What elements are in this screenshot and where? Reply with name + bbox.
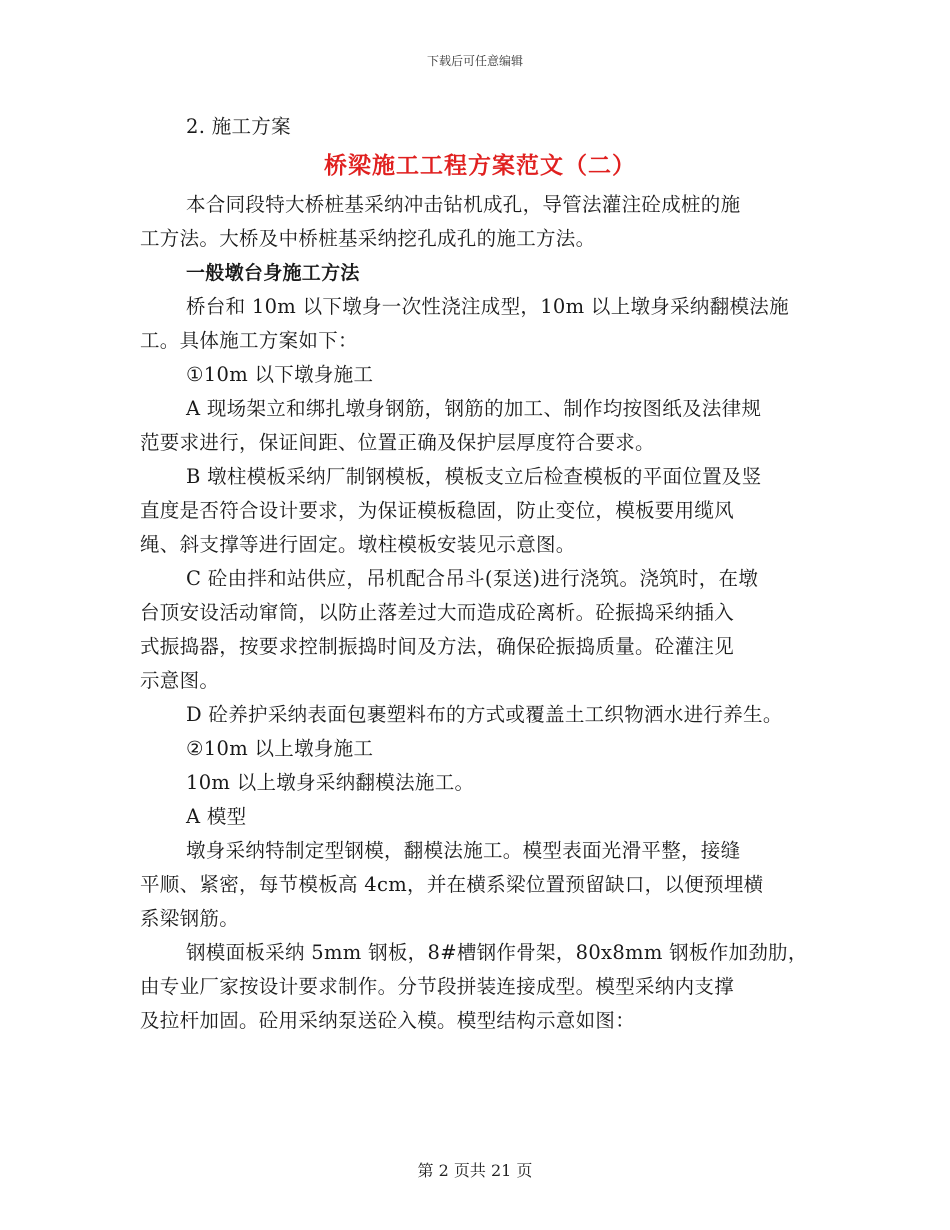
text-line: 范要求进行，保证间距、位置正确及保护层厚度符合要求。 bbox=[140, 431, 655, 454]
text-line: ②10m 以上墩身施工 bbox=[186, 737, 374, 760]
text-line: A 模型 bbox=[186, 805, 247, 828]
text-line: 本合同段特大桥桩基采纳冲击钻机成孔，导管法灌注砼成桩的施 bbox=[186, 193, 741, 216]
text-line: 示意图。 bbox=[140, 669, 220, 692]
document-title: 桥梁施工工程方案范文（二） bbox=[324, 152, 636, 179]
text-line: 绳、斜支撑等进行固定。墩柱模板安装见示意图。 bbox=[140, 533, 576, 556]
text-line: 式振捣器，按要求控制振捣时间及方法，确保砼振捣质量。砼灌注见 bbox=[140, 635, 735, 658]
text-line: B 墩柱模板采纳厂制钢模板，模板支立后检查模板的平面位置及竖 bbox=[186, 465, 762, 488]
text-line: ①10m 以下墩身施工 bbox=[186, 363, 374, 386]
text-line: 墩身采纳特制定型钢模，翻模法施工。模型表面光滑平整，接缝 bbox=[186, 839, 741, 862]
text-line: A 现场架立和绑扎墩身钢筋，钢筋的加工、制作均按图纸及法律规 bbox=[186, 397, 762, 420]
text-line: 钢模面板采纳 5mm 钢板，8#槽钢作骨架，80x8mm 钢板作加劲肋， bbox=[186, 941, 808, 964]
text-line: C 砼由拌和站供应，吊机配合吊斗(泵送)进行浇筑。浇筑时，在墩 bbox=[186, 567, 759, 590]
text-line: 工方法。大桥及中桥桩基采纳挖孔成孔的施工方法。 bbox=[140, 227, 596, 250]
document-body bbox=[140, 110, 820, 1038]
text-line: 及拉杆加固。砼用采纳泵送砼入模。模型结构示意如图： bbox=[140, 1009, 636, 1032]
text-line: 10m 以上墩身采纳翻模法施工。 bbox=[186, 771, 475, 794]
page-header: 下载后可任意编辑 bbox=[426, 54, 523, 68]
text-line: 工。具体施工方案如下： bbox=[140, 329, 358, 352]
text-line: 直度是否符合设计要求，为保证模板稳固，防止变位，模板要用缆风 bbox=[140, 499, 735, 522]
text-line: 桥台和 10m 以下墩身一次性浇注成型，10m 以上墩身采纳翻模法施 bbox=[186, 295, 789, 318]
section-heading: 一般墩台身施工方法 bbox=[186, 262, 360, 284]
text-line: 台顶安设活动窜筒，以防止落差过大而造成砼离析。砼振捣采纳插入 bbox=[140, 601, 735, 624]
text-line: 平顺、紧密，每节模板高 4cm，并在横系梁位置预留缺口，以便预埋横 bbox=[140, 873, 764, 896]
text-line: 系梁钢筋。 bbox=[140, 907, 240, 930]
page-footer: 第 2 页共 21 页 bbox=[417, 1161, 533, 1180]
text-line: 由专业厂家按设计要求制作。分节段拼装连接成型。模型采纳内支撑 bbox=[140, 975, 735, 998]
section-label: 2. 施工方案 bbox=[186, 115, 291, 138]
paragraph-lines bbox=[140, 188, 820, 1038]
text-line: D 砼养护采纳表面包裹塑料布的方式或覆盖土工织物洒水进行养生。 bbox=[186, 703, 783, 726]
